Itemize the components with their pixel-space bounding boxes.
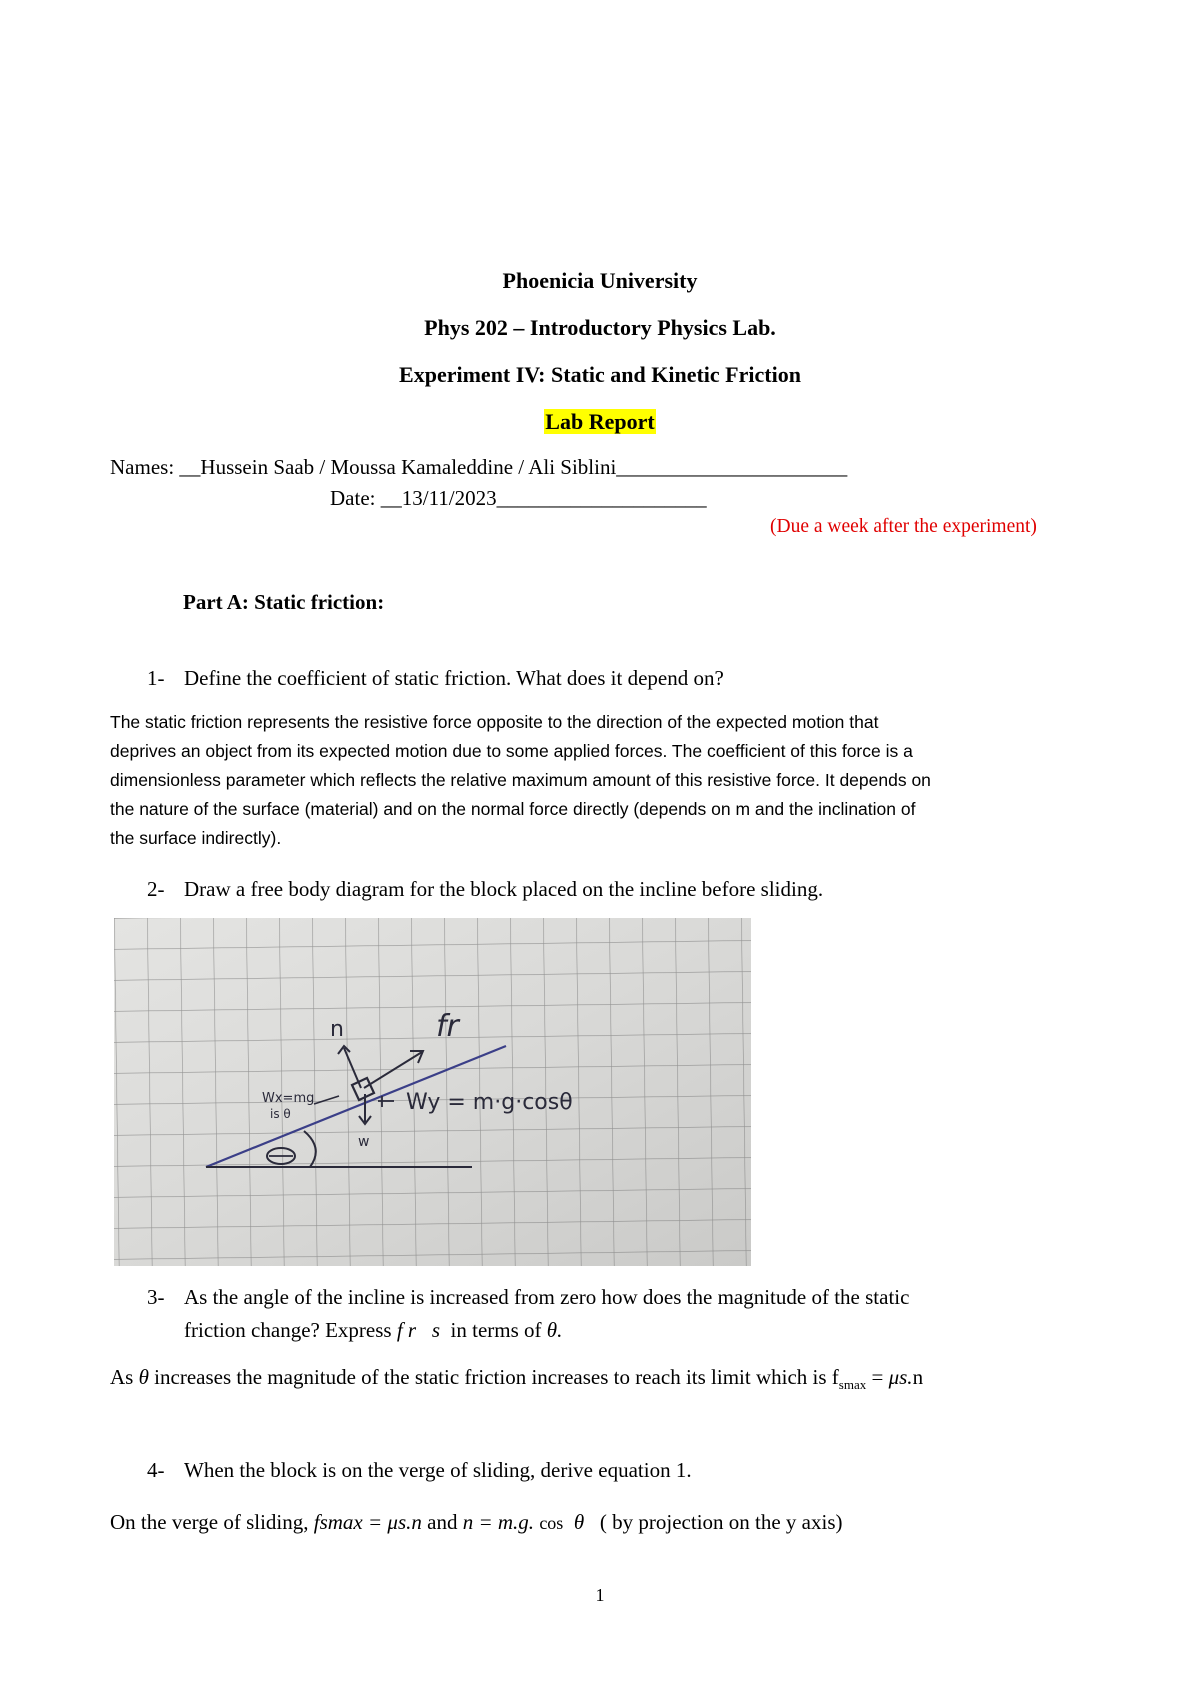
- question-3-theta: θ.: [546, 1318, 563, 1342]
- label-wx-2: is θ: [270, 1107, 291, 1121]
- free-body-diagram-photo: [114, 918, 751, 1266]
- answer-3-mu: μs.: [888, 1365, 913, 1389]
- report-label: Lab Report: [545, 409, 655, 434]
- names-value: __Hussein Saab / Moussa Kamaleddine / Ali Siblini______________________: [179, 455, 848, 479]
- label-w: w: [358, 1134, 370, 1150]
- question-3-text-b: in terms of: [450, 1318, 542, 1342]
- answer-3-n: n: [912, 1365, 924, 1389]
- date-label: Date:: [330, 486, 376, 510]
- answer-3: [110, 1365, 923, 1393]
- answer-4-and: and: [427, 1510, 458, 1534]
- answer-3-equals: =: [866, 1365, 889, 1389]
- label-fr: fr: [436, 1009, 459, 1044]
- answer-3-a: As: [110, 1365, 134, 1389]
- report-label-wrap: [0, 409, 1200, 435]
- answer-4: [110, 1510, 843, 1535]
- question-2-text: Draw a free body diagram for the block placed on the incline before sliding.: [184, 877, 824, 901]
- answer-4-tail: ( by projection on the y axis): [599, 1510, 843, 1534]
- answer-4-cos: cos: [539, 1513, 564, 1533]
- answer-4-eq1: fsmax = μs.n: [313, 1510, 422, 1534]
- answer-1-line: the surface indirectly).: [110, 828, 282, 848]
- answer-1: [110, 708, 1100, 853]
- course-title: Phys 202 – Introductory Physics Lab.: [424, 315, 776, 340]
- question-1: [147, 666, 1047, 696]
- answer-4-a: On the verge of sliding,: [110, 1510, 309, 1534]
- answer-3-b: increases the magnitude of the static friction increases to reach its limit which is f: [154, 1365, 839, 1389]
- question-4-number: 4-: [147, 1458, 165, 1482]
- university-title: Phoenicia University: [502, 268, 698, 293]
- question-3-number: 3-: [147, 1285, 165, 1309]
- question-1-number: 1-: [147, 666, 165, 690]
- question-3-text-line-2: [184, 1318, 562, 1343]
- answer-3-subscript: smax: [838, 1377, 867, 1393]
- question-1-text: Define the coefficient of static friction. What does it depend on?: [184, 666, 724, 690]
- answer-4-theta: θ: [573, 1510, 585, 1534]
- question-2: [147, 877, 1047, 907]
- answer-1-line: the nature of the surface (material) and on the normal force directly (depends on m and the inclination of: [110, 799, 916, 819]
- answer-3-theta: θ: [138, 1365, 149, 1389]
- names-label: Names:: [110, 455, 175, 479]
- question-3: [147, 1285, 1047, 1351]
- answer-4-eq2: n = m.g.: [462, 1510, 535, 1534]
- answer-1-line: deprives an object from its expected motion due to some applied forces. The coefficient of this force is a: [110, 741, 913, 761]
- names-line: [110, 455, 847, 480]
- question-4-text: When the block is on the verge of sliding, derive equation 1.: [184, 1458, 692, 1482]
- date-value: __13/11/2023____________________: [380, 486, 707, 510]
- due-note: (Due a week after the experiment): [770, 516, 1037, 537]
- question-3-text-line-1: As the angle of the incline is increased from zero how does the magnitude of the static: [184, 1285, 910, 1309]
- label-wx: Wx=mg: [262, 1091, 315, 1106]
- experiment-title: Experiment IV: Static and Kinetic Friction: [399, 362, 801, 387]
- question-4: [147, 1458, 1047, 1488]
- question-3-text-a: friction change? Express: [184, 1318, 392, 1342]
- question-3-symbol: f r s: [396, 1318, 441, 1342]
- label-wy: Wy = m·g·cosθ: [406, 1090, 573, 1115]
- part-a-title: Part A: Static friction:: [183, 590, 385, 614]
- page-number: 1: [595, 1585, 605, 1605]
- question-2-number: 2-: [147, 877, 165, 901]
- answer-1-line: The static friction represents the resistive force opposite to the direction of the expected motion that: [110, 712, 879, 732]
- answer-1-line: dimensionless parameter which reflects the relative maximum amount of this resistive force. It depends on: [110, 770, 931, 790]
- date-line: [330, 486, 707, 511]
- label-n: n: [330, 1017, 344, 1042]
